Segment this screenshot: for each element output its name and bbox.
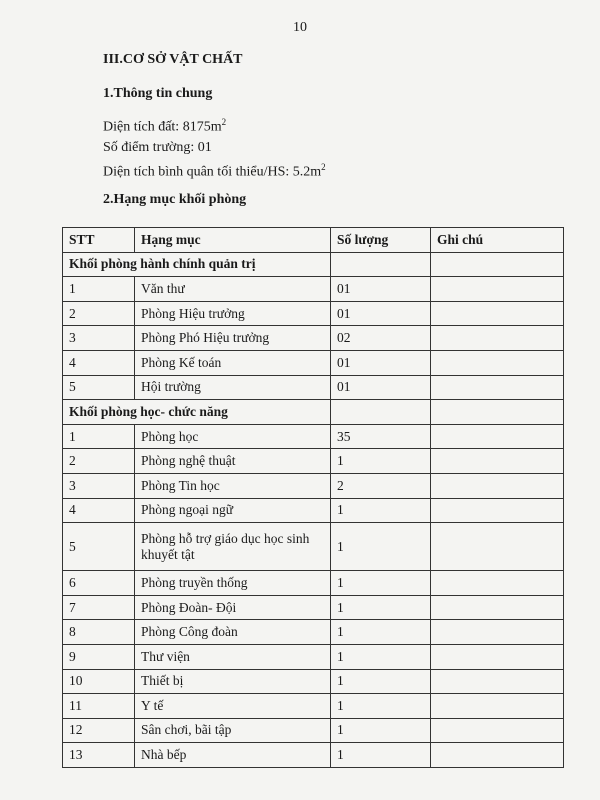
cell-quantity: 1 <box>331 498 431 523</box>
header-item: Hạng mục <box>135 228 331 253</box>
cell-quantity: 1 <box>331 595 431 620</box>
table-row <box>63 620 564 645</box>
group-row <box>63 400 564 425</box>
land-area-text: Diện tích đất: 8175m <box>103 119 222 135</box>
cell-stt: 4 <box>63 498 135 523</box>
cell-item: Phòng ngoại ngữ <box>135 498 331 523</box>
cell-item: Phòng học <box>135 424 331 449</box>
cell-quantity: 1 <box>331 669 431 694</box>
cell-notes <box>431 743 564 768</box>
header-quantity: Số lượng <box>331 228 431 253</box>
table-row <box>63 350 564 375</box>
cell-notes <box>431 498 564 523</box>
cell-item: Thư viện <box>135 644 331 669</box>
cell-quantity: 1 <box>331 571 431 596</box>
cell-stt: 7 <box>63 595 135 620</box>
cell-notes <box>431 326 564 351</box>
table-row <box>63 743 564 768</box>
cell-stt: 4 <box>63 350 135 375</box>
table-row <box>63 694 564 719</box>
cell-stt: 3 <box>63 326 135 351</box>
cell-stt: 5 <box>63 375 135 400</box>
cell-stt: 9 <box>63 644 135 669</box>
cell-item: Phòng Phó Hiệu trưởng <box>135 326 331 351</box>
cell-quantity: 35 <box>331 424 431 449</box>
cell-item: Phòng Đoàn- Đội <box>135 595 331 620</box>
cell-stt: 2 <box>63 449 135 474</box>
cell-stt: 6 <box>63 571 135 596</box>
header-row <box>63 228 564 253</box>
cell-notes <box>431 620 564 645</box>
table-row <box>63 669 564 694</box>
cell-notes <box>431 694 564 719</box>
cell-quantity: 1 <box>331 523 431 571</box>
cell-quantity: 1 <box>331 718 431 743</box>
cell-quantity: 01 <box>331 301 431 326</box>
cell-item: Phòng hỗ trợ giáo dục học sinh khuyết tật <box>135 523 331 571</box>
rooms-heading: 2.Hạng mục khối phòng <box>103 192 247 207</box>
cell-notes <box>431 644 564 669</box>
cell-notes <box>431 523 564 571</box>
land-area-line <box>103 117 226 136</box>
cell-stt: 13 <box>63 743 135 768</box>
cell-stt: 2 <box>63 301 135 326</box>
group-notes-cell <box>431 400 564 425</box>
cell-quantity: 1 <box>331 620 431 645</box>
cell-item: Phòng Tin học <box>135 473 331 498</box>
table-row <box>63 644 564 669</box>
cell-notes <box>431 277 564 302</box>
min-area-superscript: 2 <box>321 162 326 172</box>
cell-quantity: 1 <box>331 449 431 474</box>
cell-notes <box>431 449 564 474</box>
cell-item: Thiết bị <box>135 669 331 694</box>
group-notes-cell <box>431 252 564 277</box>
table-row <box>63 277 564 302</box>
group-title: Khối phòng hành chính quản trị <box>63 252 331 277</box>
cell-stt: 12 <box>63 718 135 743</box>
table-row <box>63 718 564 743</box>
cell-notes <box>431 595 564 620</box>
general-info-heading: 1.Thông tin chung <box>103 86 213 101</box>
min-area-text: Diện tích bình quân tối thiểu/HS: 5.2m <box>103 164 322 180</box>
table-row <box>63 326 564 351</box>
cell-quantity: 1 <box>331 694 431 719</box>
cell-notes <box>431 669 564 694</box>
cell-notes <box>431 718 564 743</box>
header-notes: Ghi chú <box>431 228 564 253</box>
cell-notes <box>431 571 564 596</box>
section-title: III.CƠ SỞ VẬT CHẤT <box>103 52 243 67</box>
cell-quantity: 01 <box>331 277 431 302</box>
header-stt: STT <box>63 228 135 253</box>
cell-quantity: 1 <box>331 743 431 768</box>
land-area-superscript: 2 <box>221 117 227 127</box>
cell-notes <box>431 375 564 400</box>
cell-quantity: 01 <box>331 375 431 400</box>
group-quantity-cell <box>331 400 431 425</box>
table-row <box>63 449 564 474</box>
cell-stt: 1 <box>63 277 135 302</box>
cell-notes <box>431 301 564 326</box>
cell-notes <box>431 424 564 449</box>
rooms-table <box>62 227 564 768</box>
cell-stt: 10 <box>63 669 135 694</box>
rooms-table-body <box>63 252 564 767</box>
cell-stt: 3 <box>63 473 135 498</box>
cell-stt: 5 <box>63 523 135 571</box>
table-row <box>63 498 564 523</box>
table-row <box>63 595 564 620</box>
cell-stt: 11 <box>63 694 135 719</box>
group-quantity-cell <box>331 252 431 277</box>
cell-quantity: 01 <box>331 350 431 375</box>
campus-count-line: Số điểm trường: 01 <box>103 140 212 155</box>
cell-item: Phòng Hiệu trưởng <box>135 301 331 326</box>
cell-item: Phòng nghệ thuật <box>135 449 331 474</box>
table-row <box>63 523 564 571</box>
cell-quantity: 2 <box>331 473 431 498</box>
cell-quantity: 02 <box>331 326 431 351</box>
page-number: 10 <box>293 20 307 35</box>
table-row <box>63 424 564 449</box>
cell-item: Phòng Kế toán <box>135 350 331 375</box>
cell-item: Sân chơi, bãi tập <box>135 718 331 743</box>
cell-stt: 1 <box>63 424 135 449</box>
group-title: Khối phòng học- chức năng <box>63 400 331 425</box>
cell-item: Nhà bếp <box>135 743 331 768</box>
cell-item: Y tế <box>135 694 331 719</box>
cell-item: Hội trường <box>135 375 331 400</box>
cell-item: Phòng Công đoàn <box>135 620 331 645</box>
cell-stt: 8 <box>63 620 135 645</box>
min-area-line <box>103 162 326 181</box>
table-row <box>63 301 564 326</box>
group-row <box>63 252 564 277</box>
table-row <box>63 571 564 596</box>
cell-notes <box>431 473 564 498</box>
cell-item: Phòng truyền thống <box>135 571 331 596</box>
cell-quantity: 1 <box>331 644 431 669</box>
table-row <box>63 473 564 498</box>
table-row <box>63 375 564 400</box>
cell-notes <box>431 350 564 375</box>
cell-item: Văn thư <box>135 277 331 302</box>
